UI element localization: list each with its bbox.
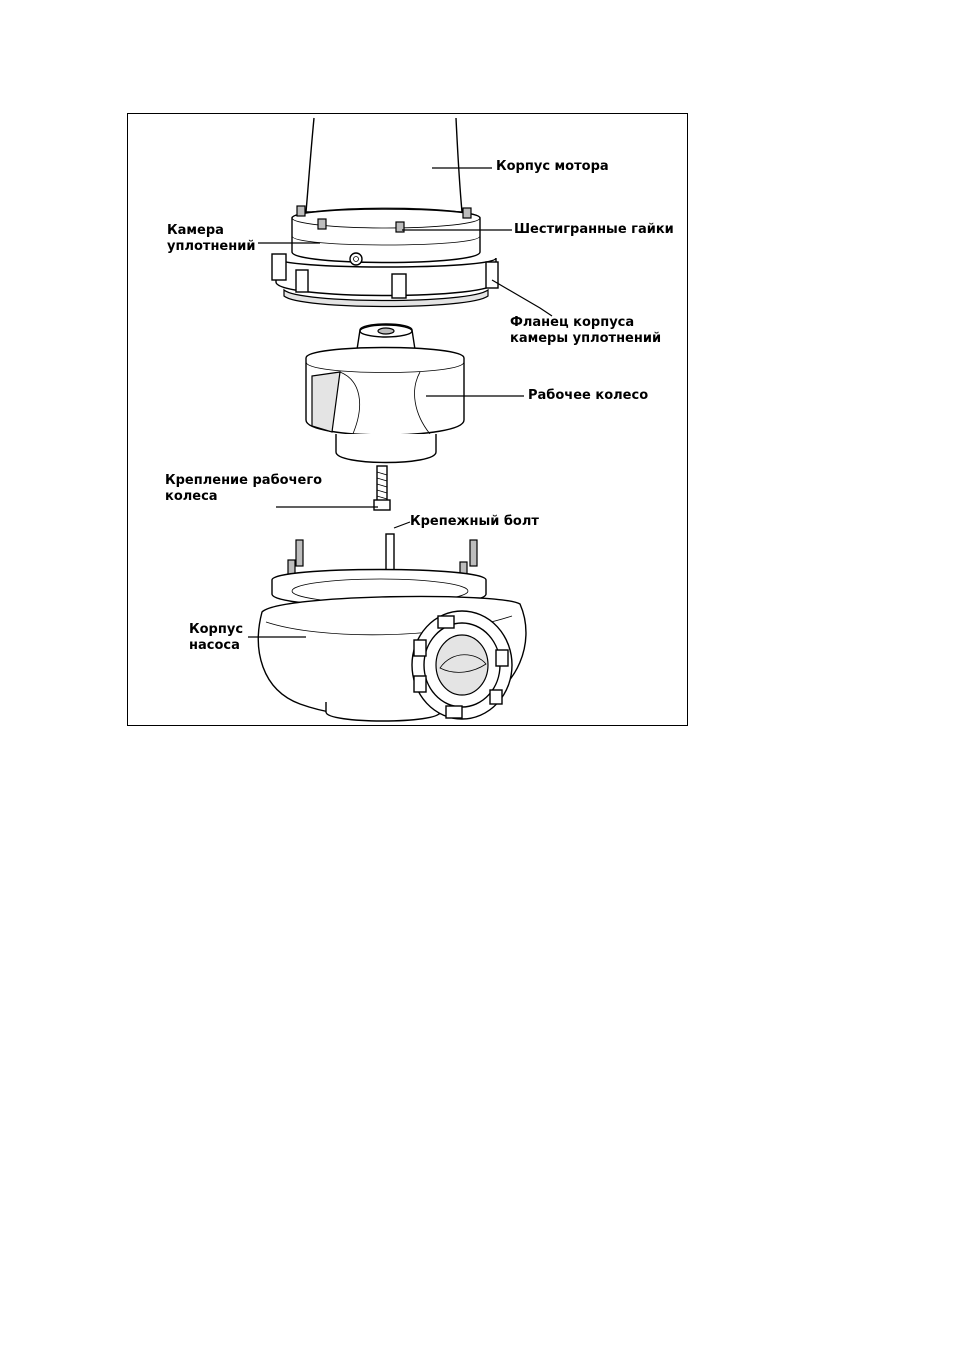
label-impeller: Рабочее колесо: [528, 388, 649, 403]
label-pump-housing-line2: насоса: [189, 638, 240, 653]
label-impeller-mount-line1: Крепление рабочего: [165, 473, 323, 488]
label-fastening-bolt: Крепежный болт: [410, 514, 539, 529]
label-hex-nuts: Шестигранные гайки: [514, 222, 674, 237]
motor-housing-part: [306, 118, 462, 212]
label-flange-line2: камеры уплотнений: [510, 331, 662, 346]
label-motor-housing: Корпус мотора: [496, 159, 609, 174]
label-flange-line1: Фланец корпуса: [510, 315, 635, 330]
label-pump-housing-line1: Корпус: [189, 622, 244, 637]
pump-housing-part: [258, 570, 526, 722]
seal-chamber-part: [292, 208, 480, 265]
label-seal-chamber-line1: Камера: [167, 223, 224, 238]
label-seal-chamber-line2: уплотнений: [167, 239, 256, 254]
impeller-part: [306, 324, 464, 463]
impeller-mount-screw-part: [374, 466, 390, 510]
label-impeller-mount-line2: колеса: [165, 489, 218, 504]
